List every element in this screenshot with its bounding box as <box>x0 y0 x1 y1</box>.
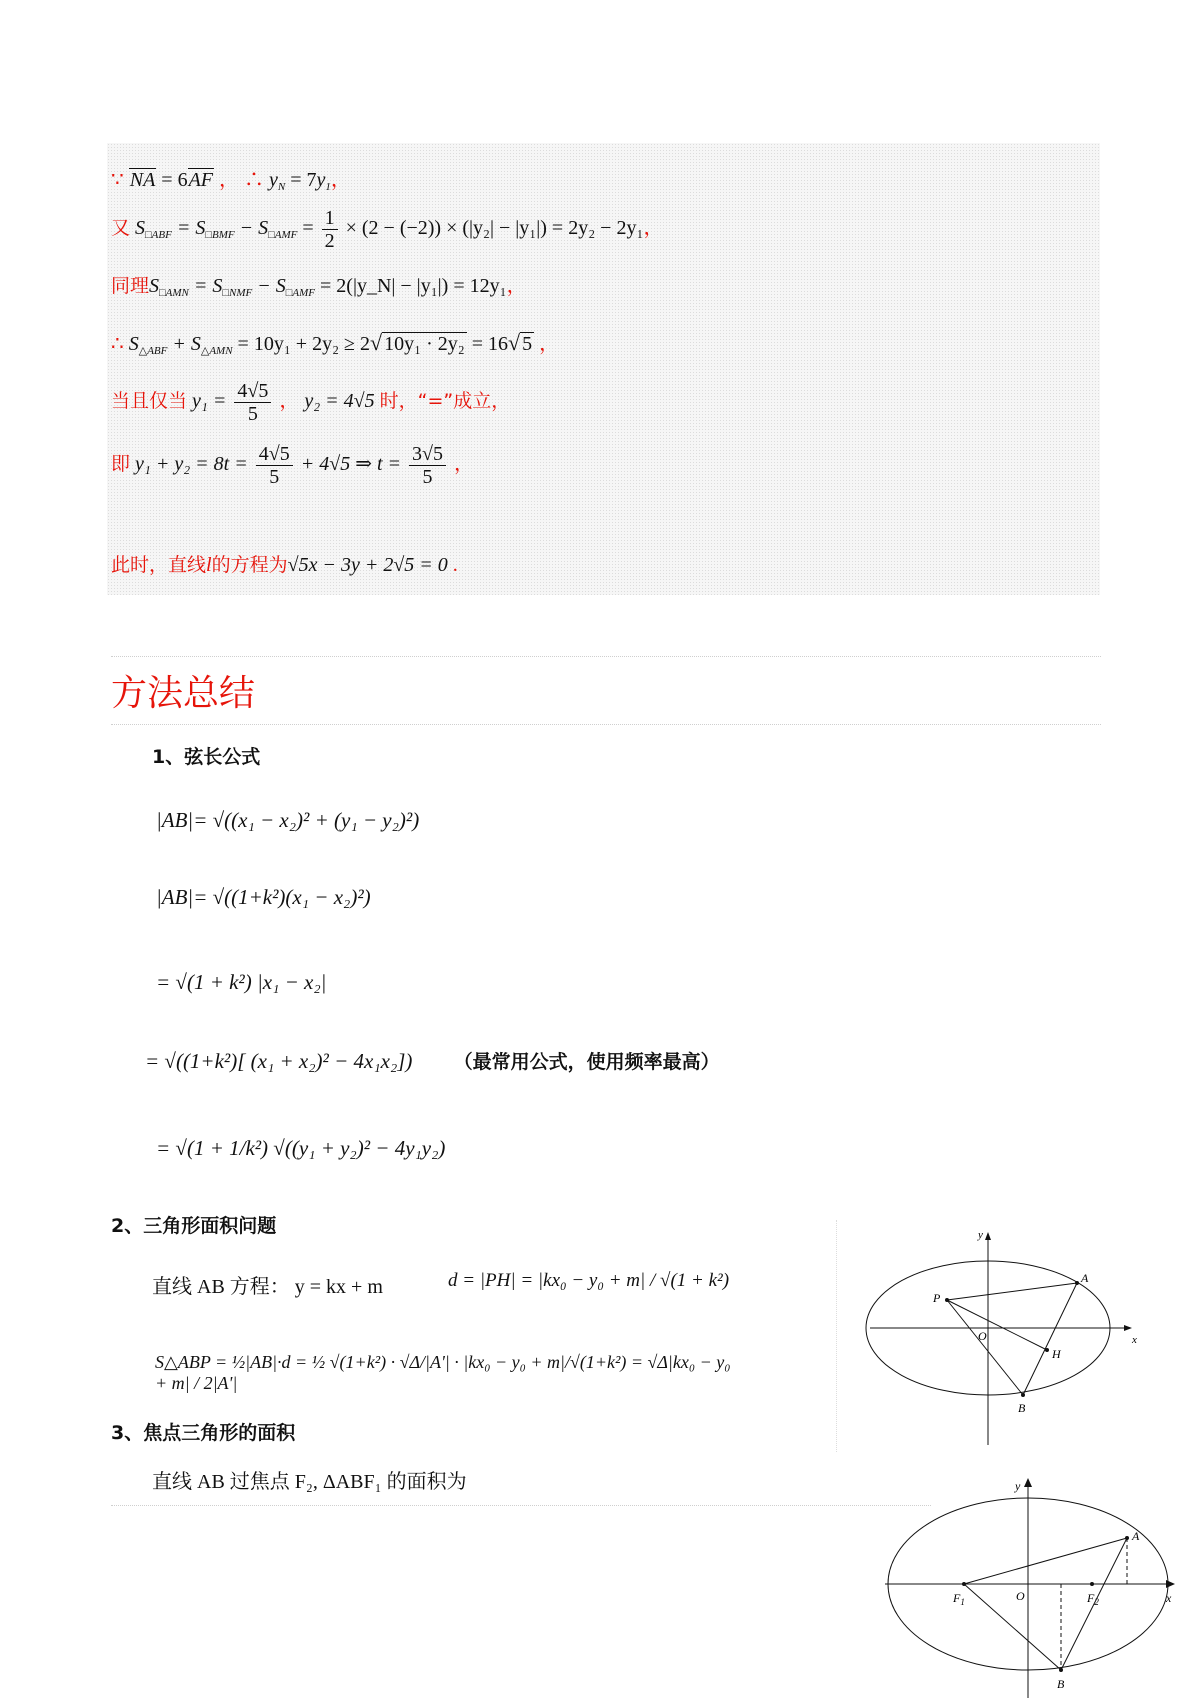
ellipse-figure-1 <box>860 1220 1145 1452</box>
x-arrow <box>1124 1325 1132 1331</box>
formula-4-note: （最常用公式，使用频率最高） <box>453 1051 720 1073</box>
comma: ， <box>506 275 527 297</box>
numerator: 4√5 <box>256 443 293 466</box>
solution-line-1 <box>111 163 351 193</box>
formula-1: |AB|= √((x₁ − x₂)² + (y₁ − y₂)²) <box>156 808 420 832</box>
area-s: S <box>135 217 146 240</box>
solution-line-3 <box>111 269 527 299</box>
label-y: y <box>1015 1479 1021 1493</box>
area-subscript: □AMF <box>285 287 316 299</box>
formula-4: = √((1+k²)[ (x₁ + x₂)² − 4x₁x₂]) <box>145 1049 413 1073</box>
label-b: B <box>1018 1401 1026 1415</box>
denominator: 2 <box>324 230 335 252</box>
divider-bottom-2 <box>111 1505 931 1506</box>
fraction <box>234 380 271 425</box>
area-subscript: □NMF <box>222 287 253 299</box>
y-arrow <box>1024 1478 1032 1487</box>
tail-text: 时，“=”成立， <box>379 390 511 413</box>
radicand: 10y₁ · 2y₂ <box>384 333 465 355</box>
comma: ， <box>330 169 351 191</box>
label-a: A <box>1081 1271 1089 1285</box>
period: . <box>447 554 458 576</box>
formula-3: = √(1 + k²) |x₁ − x₂| <box>156 970 327 994</box>
eq-text: = 6 <box>161 169 188 191</box>
point-p <box>945 1298 949 1302</box>
comma: ， <box>454 453 474 476</box>
point-f1 <box>962 1582 966 1586</box>
denominator: 5 <box>422 466 433 488</box>
formula-4-row <box>145 1047 720 1074</box>
divider-bottom <box>111 724 1101 725</box>
line-ab-equation <box>152 1270 383 1299</box>
subscript-n: N <box>277 181 286 193</box>
divider-top <box>111 656 1101 657</box>
area-formula: S△ABP = ½|AB|·d = ½ √(1+k²) · √Δ/|A'| · |kx₀ − y₀ + m|/√(1+k²) = √Δ|kx₀ − y₀ + m| / 2|A'| <box>155 1352 731 1393</box>
expression: + 4√5 ⇒ t = <box>300 453 402 476</box>
segment-f1b <box>964 1584 1061 1670</box>
y-var: y <box>316 169 326 191</box>
because-symbol: ∵ <box>111 169 124 191</box>
area-subscript: △ABF <box>138 345 168 357</box>
minus-text: − S <box>234 217 269 240</box>
point-b <box>1021 1393 1025 1397</box>
eq-text: = S <box>171 217 206 240</box>
vector-na: NA <box>129 169 156 191</box>
segment-f1a <box>964 1538 1127 1584</box>
line-ab-text: 直线 AB 方程： y = kx + m <box>152 1276 383 1298</box>
lead-text: 即 <box>111 453 131 476</box>
y-arrow <box>985 1232 991 1240</box>
line-l: l <box>206 554 212 576</box>
label-f1-letter: F <box>953 1591 961 1605</box>
ellipse-figure-2 <box>880 1470 1180 1698</box>
comma: ， <box>279 390 300 413</box>
comma: ， <box>534 333 560 355</box>
segment-pb <box>947 1300 1023 1395</box>
solution-line-6 <box>111 443 474 488</box>
item-1-title: 1、弦长公式 <box>152 746 261 768</box>
point-b <box>1059 1668 1063 1672</box>
denominator: 5 <box>247 403 258 425</box>
denominator: 5 <box>269 466 280 488</box>
expression: = 16 <box>466 333 508 355</box>
plus-text: + S <box>167 333 201 355</box>
label-f1 <box>952 1591 965 1607</box>
x-arrow <box>1166 1580 1175 1588</box>
label-o: O <box>978 1329 987 1343</box>
vector-af: AF <box>188 169 214 191</box>
lead-text: 此时，直线 <box>111 554 207 576</box>
area-s: S <box>149 275 160 297</box>
comma: ， <box>643 217 664 240</box>
lead-text: 同理 <box>111 275 150 297</box>
expression: = 10y₁ + 2y₂ ≥ 2 <box>232 333 371 355</box>
solution-line-4: ∴ $S_{\triangle ABF} + S_{\triangle AMN} = 10y_1 + 2y_2 \ge 2√$ 10y₁ · 2y₂ = 16√ 5 ， <box>111 330 560 357</box>
distance-formula: d = |PH| = |kx₀ − y₀ + m| / √(1 + k²) <box>448 1270 730 1291</box>
lead-text: 当且仅当 <box>111 390 188 413</box>
point-f2 <box>1090 1582 1094 1586</box>
label-f1-sub: 1 <box>960 1597 965 1607</box>
label-o: O <box>1016 1589 1025 1603</box>
fraction-half <box>322 207 338 252</box>
comma: ， <box>219 169 240 191</box>
eq-seven: = 7 <box>285 169 317 191</box>
point-a <box>1125 1536 1129 1540</box>
area-s: S <box>128 333 139 355</box>
mid-text: 的方程为 <box>211 554 288 576</box>
radicand: 5 <box>522 333 533 355</box>
label-f2 <box>1086 1591 1099 1607</box>
area-subscript: □BMF <box>205 229 235 242</box>
numerator: 1 <box>322 207 338 230</box>
segment-pa <box>947 1283 1077 1300</box>
label-f2-sub: 2 <box>1094 1597 1099 1607</box>
section-title: 方法总结 <box>111 673 256 714</box>
point-h <box>1045 1348 1049 1352</box>
numerator: 3√5 <box>409 443 446 466</box>
label-b: B <box>1057 1677 1065 1691</box>
solution-line-5 <box>111 380 510 425</box>
area-subscript: □AMN <box>159 287 189 299</box>
fraction <box>409 443 446 488</box>
fraction <box>256 443 293 488</box>
eq-text: = S <box>188 275 223 297</box>
area-subscript: △AMN <box>200 345 233 357</box>
segment-ph <box>947 1300 1047 1350</box>
label-a: A <box>1132 1529 1140 1543</box>
label-p: P <box>933 1291 941 1305</box>
item-3-title: 3、焦点三角形的面积 <box>111 1422 296 1444</box>
label-x: x <box>1132 1334 1137 1346</box>
expression: y₁ + y₂ = 8t = <box>135 453 248 476</box>
label-h: H <box>1052 1347 1061 1361</box>
focus-line: 直线 AB 过焦点 F₂, ΔABF₁ 的面积为 <box>152 1471 467 1493</box>
therefore-symbol: ∴ <box>244 169 265 191</box>
area-subscript: □ABF <box>145 229 172 242</box>
eq-text: = <box>297 217 314 240</box>
subscript-1: 1 <box>325 181 331 193</box>
item-2-title: 2、三角形面积问题 <box>111 1215 277 1237</box>
solution-line-7 <box>111 550 458 577</box>
label-x: x <box>1166 1591 1172 1605</box>
formula-5: = √(1 + 1/k²) √((y₁ + y₂)² − 4y₁y₂) <box>156 1136 446 1160</box>
expression: = 2(|y_N| − |y₁|) = 12y₁ <box>315 275 507 297</box>
therefore-symbol: ∴ <box>111 333 124 355</box>
formula-2: |AB|= √((1+k²)(x₁ − x₂)²) <box>156 885 371 909</box>
label-y: y <box>978 1229 983 1241</box>
expression: y₁ = <box>192 390 227 413</box>
numerator: 4√5 <box>234 380 271 403</box>
lead-text: 又 <box>111 217 131 240</box>
line-equation: √5x − 3y + 2√5 = 0 <box>287 554 448 576</box>
point-a <box>1075 1281 1079 1285</box>
solution-line-2 <box>111 207 663 252</box>
label-f2-letter: F <box>1087 1591 1095 1605</box>
y-var: y <box>269 169 278 191</box>
area-subscript: □AMF <box>268 229 298 242</box>
minus-text: − S <box>252 275 286 297</box>
expression: y₂ = 4√5 <box>304 390 375 413</box>
figure-divider <box>836 1220 837 1452</box>
expression: × (2 − (−2)) × (|y₂| − |y₁|) = 2y₂ − 2y₁ <box>345 217 644 240</box>
